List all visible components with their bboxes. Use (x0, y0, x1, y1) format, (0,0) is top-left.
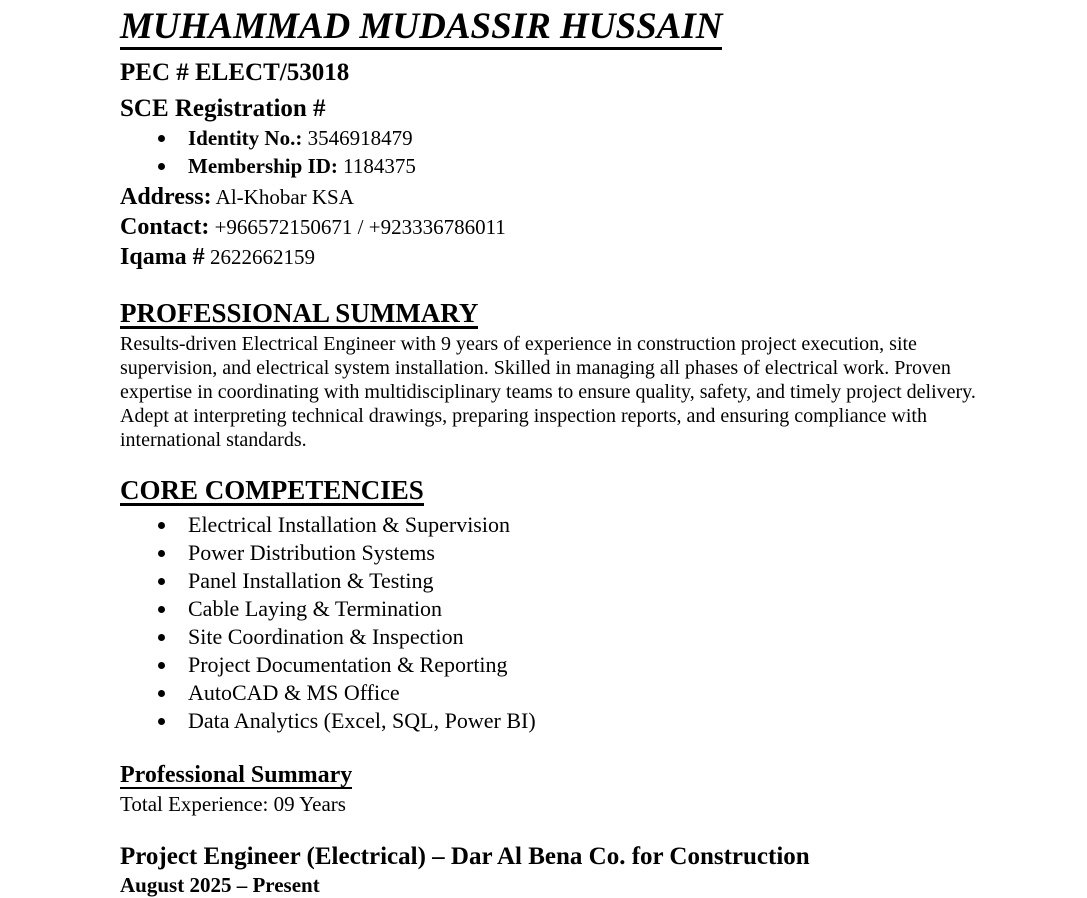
identity-label: Identity No.: (188, 126, 303, 150)
iqama-value: 2622662159 (204, 245, 315, 269)
list-item: Cable Laying & Termination (120, 595, 1020, 623)
contact-label: Contact: (120, 214, 210, 240)
address-line (120, 182, 1020, 212)
job-date: August 2025 – Present (120, 873, 320, 897)
core-competencies-heading: CORE COMPETENCIES (120, 475, 424, 505)
contact-value: +966572150671 / +923336786011 (209, 215, 506, 239)
professional-summary-text: Results-driven Electrical Engineer with 9 years of experience in construction project execution, site supervision, and electrical system installation. Skilled in managing all phases of electrical work. Proven expertise in coordinating with multidisciplinary teams to ensure quality, safety, and timely project delivery. Adept at interpreting technical drawings, preparing inspection reports, and ensuring compliance with international standards. (120, 333, 976, 451)
candidate-name: MUHAMMAD MUDASSIR HUSSAIN (120, 8, 722, 50)
sce-details-list (120, 124, 1020, 180)
resume-page (120, 8, 1020, 898)
contact-line (120, 212, 1020, 242)
list-item: Data Analytics (Excel, SQL, Power BI) (120, 707, 1020, 735)
address-label: Address: (120, 184, 212, 210)
list-item: Site Coordination & Inspection (120, 623, 1020, 651)
job-title: Project Engineer (Electrical) – Dar Al Bena Co. for Construction (120, 843, 810, 870)
sce-registration-heading: SCE Registration # (120, 95, 326, 122)
list-item (120, 124, 1020, 152)
list-item (120, 152, 1020, 180)
pec-number: PEC # ELECT/53018 (120, 59, 350, 86)
list-item: Project Documentation & Reporting (120, 651, 1020, 679)
membership-value: 1184375 (337, 154, 416, 178)
address-value: Al-Khobar KSA (211, 185, 354, 209)
list-item: Panel Installation & Testing (120, 567, 1020, 595)
iqama-label: Iqama # (120, 244, 205, 270)
professional-summary-heading: PROFESSIONAL SUMMARY (120, 298, 479, 328)
core-competencies-list (120, 511, 1020, 735)
identity-value: 3546918479 (302, 126, 413, 150)
total-experience: Total Experience: 09 Years (120, 792, 346, 816)
list-item: AutoCAD & MS Office (120, 679, 1020, 707)
experience-heading: Professional Summary (120, 762, 353, 788)
iqama-line (120, 242, 1020, 272)
list-item: Power Distribution Systems (120, 539, 1020, 567)
membership-label: Membership ID: (188, 154, 338, 178)
list-item: Electrical Installation & Supervision (120, 511, 1020, 539)
